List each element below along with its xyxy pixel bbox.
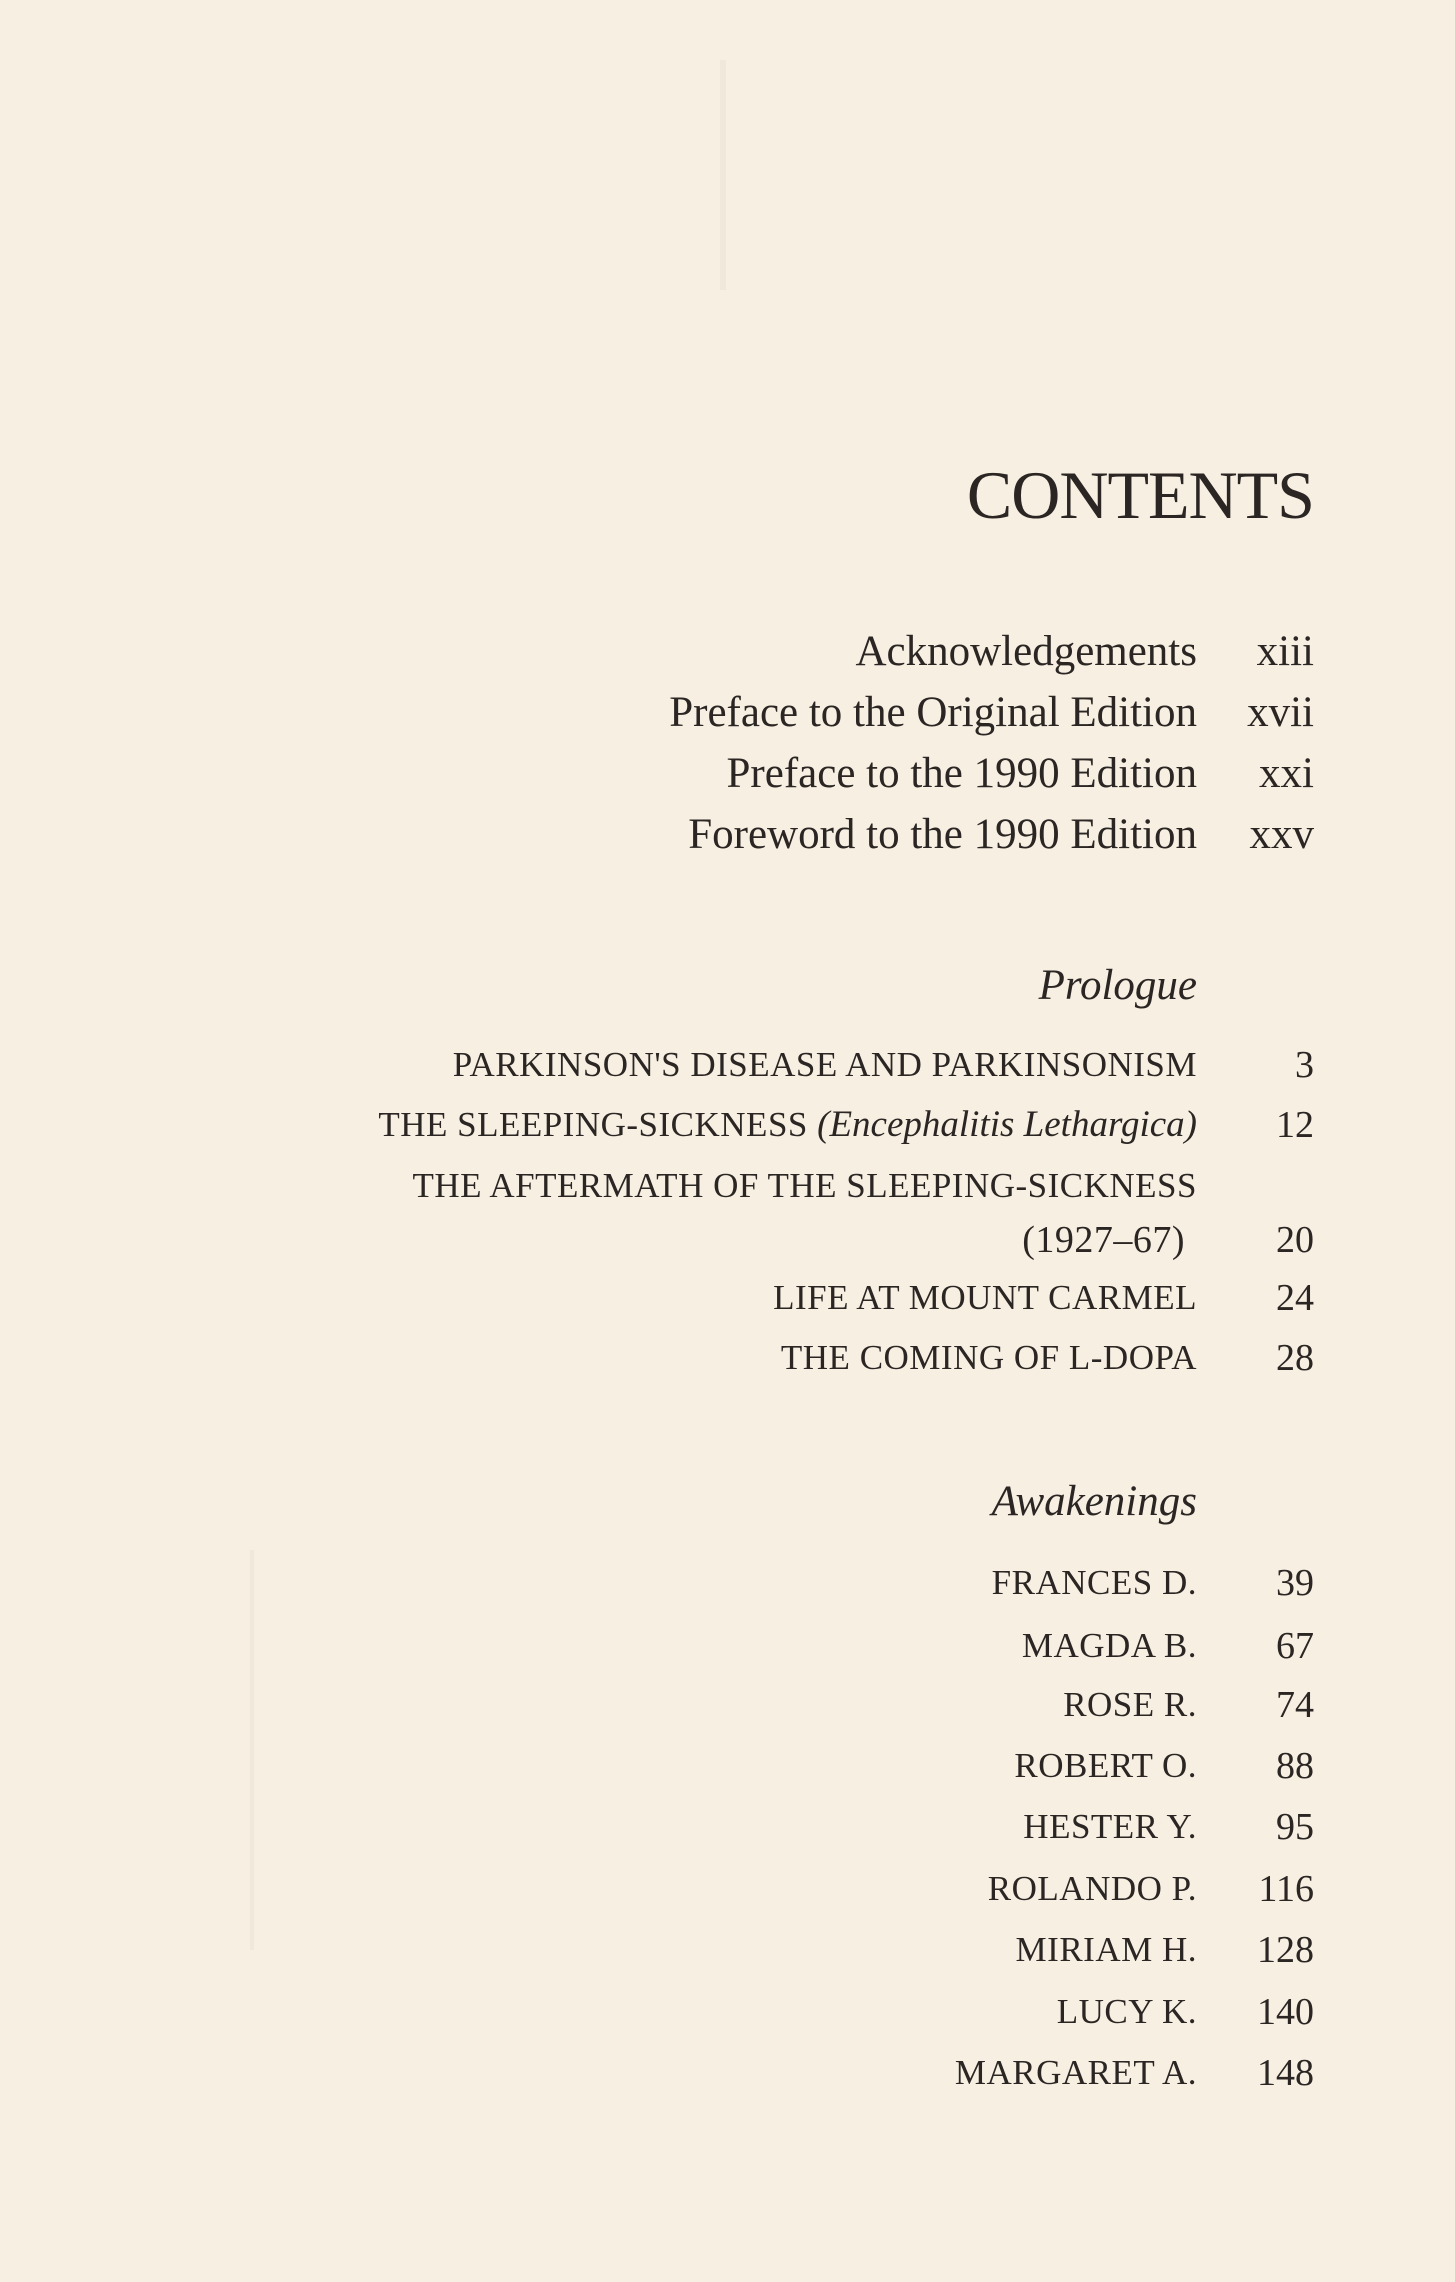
entry-label: THE SLEEPING-SICKNESS bbox=[378, 1105, 808, 1144]
entry-page: 20 bbox=[1276, 1219, 1314, 1261]
section-heading-awakenings: Awakenings bbox=[991, 1478, 1197, 1525]
toc-entry[interactable] bbox=[0, 1156, 1455, 1216]
entry-label-italic: (Encephalitis Lethargica) bbox=[817, 1104, 1197, 1145]
entry-label: PARKINSON'S DISEASE AND PARKINSONISM bbox=[452, 1045, 1197, 1084]
toc-entry[interactable] bbox=[0, 1095, 1455, 1155]
toc-entry[interactable] bbox=[0, 622, 1455, 682]
entry-label: ROLANDO P. bbox=[987, 1869, 1197, 1908]
toc-entry[interactable] bbox=[0, 1982, 1455, 2042]
toc-entry[interactable] bbox=[0, 1736, 1455, 1796]
entry-page: 39 bbox=[1276, 1562, 1314, 1604]
entry-page: 24 bbox=[1276, 1277, 1314, 1319]
entry-label: MAGDA B. bbox=[1021, 1626, 1197, 1665]
entry-page: 116 bbox=[1258, 1868, 1314, 1910]
toc-entry[interactable] bbox=[0, 2043, 1455, 2103]
entry-label: LIFE AT MOUNT CARMEL bbox=[773, 1278, 1197, 1317]
entry-label: FRANCES D. bbox=[991, 1563, 1197, 1602]
entry-label: Acknowledgements bbox=[855, 628, 1197, 675]
toc-entry[interactable] bbox=[0, 744, 1455, 804]
entry-label: ROSE R. bbox=[1063, 1685, 1197, 1724]
toc-entry[interactable] bbox=[0, 1797, 1455, 1857]
entry-label: Foreword to the 1990 Edition bbox=[688, 811, 1197, 858]
page-title: CONTENTS bbox=[966, 457, 1314, 533]
entry-page: 12 bbox=[1276, 1104, 1314, 1146]
entry-label: THE AFTERMATH OF THE SLEEPING-SICKNESS bbox=[412, 1166, 1197, 1205]
entry-page: 148 bbox=[1257, 2052, 1314, 2094]
entry-page: 95 bbox=[1276, 1806, 1314, 1848]
entry-page: 67 bbox=[1276, 1625, 1314, 1667]
entry-page: 88 bbox=[1276, 1745, 1314, 1787]
toc-entry[interactable] bbox=[0, 1268, 1455, 1328]
entry-label: Preface to the 1990 Edition bbox=[726, 750, 1197, 797]
toc-entry[interactable] bbox=[0, 1859, 1455, 1919]
toc-entry[interactable] bbox=[0, 1675, 1455, 1735]
entry-page: 128 bbox=[1257, 1929, 1314, 1971]
entry-page: 28 bbox=[1276, 1337, 1314, 1379]
entry-label: ROBERT O. bbox=[1014, 1746, 1197, 1785]
entry-page: 140 bbox=[1257, 1991, 1314, 2033]
entry-label: MARGARET A. bbox=[954, 2053, 1197, 2092]
entry-page: 3 bbox=[1295, 1044, 1314, 1086]
page-blemish bbox=[720, 60, 726, 290]
entry-page: xiii bbox=[1256, 628, 1314, 675]
toc-entry-continuation[interactable] bbox=[0, 1210, 1455, 1270]
entry-page: xxv bbox=[1249, 811, 1314, 858]
toc-entry[interactable] bbox=[0, 683, 1455, 743]
entry-page: 74 bbox=[1276, 1684, 1314, 1726]
toc-entry[interactable] bbox=[0, 805, 1455, 865]
toc-entry[interactable] bbox=[0, 1035, 1455, 1095]
toc-entry[interactable] bbox=[0, 1553, 1455, 1613]
entry-label: MIRIAM H. bbox=[1015, 1930, 1197, 1969]
toc-entry[interactable] bbox=[0, 1616, 1455, 1676]
section-heading-prologue: Prologue bbox=[1038, 962, 1197, 1009]
entry-page: xvii bbox=[1247, 689, 1314, 736]
toc-entry[interactable] bbox=[0, 1920, 1455, 1980]
entry-label: LUCY K. bbox=[1056, 1992, 1197, 2031]
entry-label-continued: (1927–67) bbox=[1022, 1219, 1185, 1261]
entry-page: xxi bbox=[1259, 750, 1314, 797]
entry-label: THE COMING OF L-DOPA bbox=[780, 1338, 1197, 1377]
entry-label: Preface to the Original Edition bbox=[669, 689, 1197, 736]
toc-entry[interactable] bbox=[0, 1328, 1455, 1388]
entry-label: HESTER Y. bbox=[1023, 1807, 1197, 1846]
